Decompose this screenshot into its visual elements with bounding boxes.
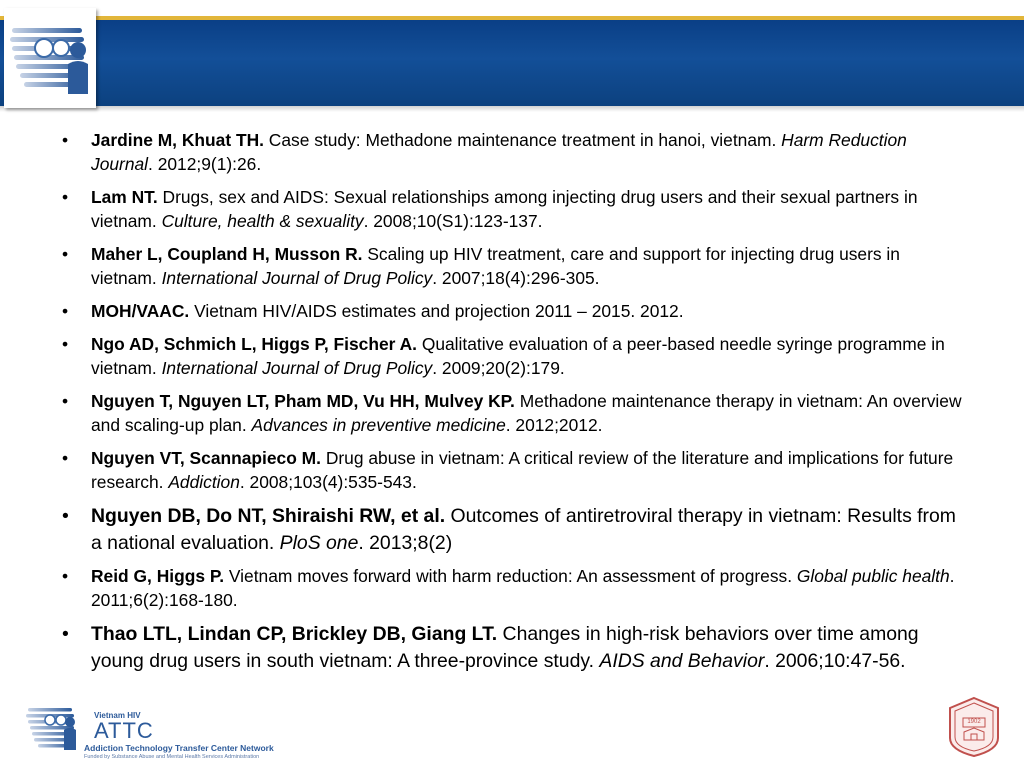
- reference-title: Changes in high-risk behaviors over time among young drug users in south vietnam: A three-province study.: [91, 623, 919, 672]
- reference-authors: Thao LTL, Lindan CP, Brickley DB, Giang LT.: [91, 623, 498, 645]
- reference-authors: Jardine M, Khuat TH.: [91, 130, 264, 150]
- reference-details: . 2013;8(2): [358, 532, 453, 554]
- reference-authors: Nguyen T, Nguyen LT, Pham MD, Vu HH, Mulvey KP.: [91, 391, 515, 411]
- reference-journal: International Journal of Drug Policy: [161, 268, 433, 288]
- seal-year: 1902: [967, 719, 981, 725]
- reference-journal: Addiction: [168, 472, 240, 492]
- reference-item: [62, 503, 962, 557]
- reference-details: . 2007;18(4):296-305.: [432, 268, 600, 288]
- reference-title: Qualitative evaluation of a peer-based needle syringe programme in vietnam.: [91, 334, 945, 378]
- reference-journal: Culture, health & sexuality: [161, 211, 364, 231]
- reference-title: Outcomes of antiretroviral therapy in vietnam: Results from a national evaluation.: [91, 505, 956, 554]
- reference-authors: Nguyen DB, Do NT, Shiraishi RW, et al.: [91, 505, 446, 527]
- reference-authors: Nguyen VT, Scannapieco M.: [91, 448, 321, 468]
- reference-title: Drug abuse in vietnam: A critical review of the literature and implications for future research.: [91, 448, 954, 492]
- reference-journal: Harm Reduction Journal: [91, 130, 907, 174]
- reference-item: [62, 446, 962, 494]
- reference-authors: MOH/VAAC.: [91, 301, 190, 321]
- attc-footer-logo: [24, 698, 314, 762]
- reference-journal: AIDS and Behavior: [599, 650, 765, 672]
- attc-logo-network: Addiction Technology Transfer Center Network: [84, 743, 274, 753]
- reference-details: . 2008;103(4):535-543.: [239, 472, 417, 492]
- reference-details: . 2012;9(1):26.: [148, 154, 262, 174]
- reference-item: [62, 332, 962, 380]
- attc-logo-small-title: Vietnam HIV: [94, 711, 141, 720]
- reference-title: Methadone maintenance therapy in vietnam: An overview and scaling-up plan.: [91, 391, 962, 435]
- people-logo-icon: [4, 8, 96, 108]
- reference-details: . 2011;6(2):168-180.: [91, 566, 955, 610]
- reference-item: [62, 242, 962, 290]
- reference-item: [62, 389, 962, 437]
- university-seal-icon: [946, 696, 1002, 758]
- references-list: [62, 128, 962, 675]
- reference-authors: Reid G, Higgs P.: [91, 566, 225, 586]
- reference-item: [62, 299, 962, 323]
- reference-item: [62, 564, 962, 612]
- reference-title: Vietnam HIV/AIDS estimates and projection 2011 – 2015. 2012.: [189, 301, 684, 321]
- reference-title: Case study: Methadone maintenance treatment in hanoi, vietnam.: [263, 130, 782, 150]
- reference-authors: Lam NT.: [91, 187, 158, 207]
- reference-details: . 2006;10:47-56.: [764, 650, 906, 672]
- reference-title: Vietnam moves forward with harm reduction: An assessment of progress.: [224, 566, 797, 586]
- reference-details: . 2012;2012.: [505, 415, 603, 435]
- reference-item: [62, 128, 962, 176]
- reference-journal: International Journal of Drug Policy: [161, 358, 433, 378]
- header-logo: [4, 8, 96, 108]
- header-banner: [0, 20, 1024, 106]
- reference-journal: PloS one: [279, 532, 359, 554]
- attc-logo-funding: Funded by Substance Abuse and Mental Health Services Administration: [84, 754, 260, 760]
- reference-title: Scaling up HIV treatment, care and support for injecting drug users in vietnam.: [91, 244, 900, 288]
- reference-journal: Advances in preventive medicine: [251, 415, 506, 435]
- reference-authors: Ngo AD, Schmich L, Higgs P, Fischer A.: [91, 334, 417, 354]
- reference-authors: Maher L, Coupland H, Musson R.: [91, 244, 363, 264]
- reference-details: . 2009;20(2):179.: [432, 358, 565, 378]
- references-list-container: [62, 128, 962, 682]
- reference-item: [62, 621, 962, 675]
- university-seal: [946, 696, 1002, 758]
- reference-details: . 2008;10(S1):123-137.: [363, 211, 543, 231]
- reference-item: [62, 185, 962, 233]
- banner-shadow: [0, 106, 1024, 112]
- reference-journal: Global public health: [796, 566, 950, 586]
- reference-title: Drugs, sex and AIDS: Sexual relationships among injecting drug users and their sexual partners in vietnam.: [91, 187, 918, 231]
- attc-logo-name: ATTC: [94, 718, 154, 743]
